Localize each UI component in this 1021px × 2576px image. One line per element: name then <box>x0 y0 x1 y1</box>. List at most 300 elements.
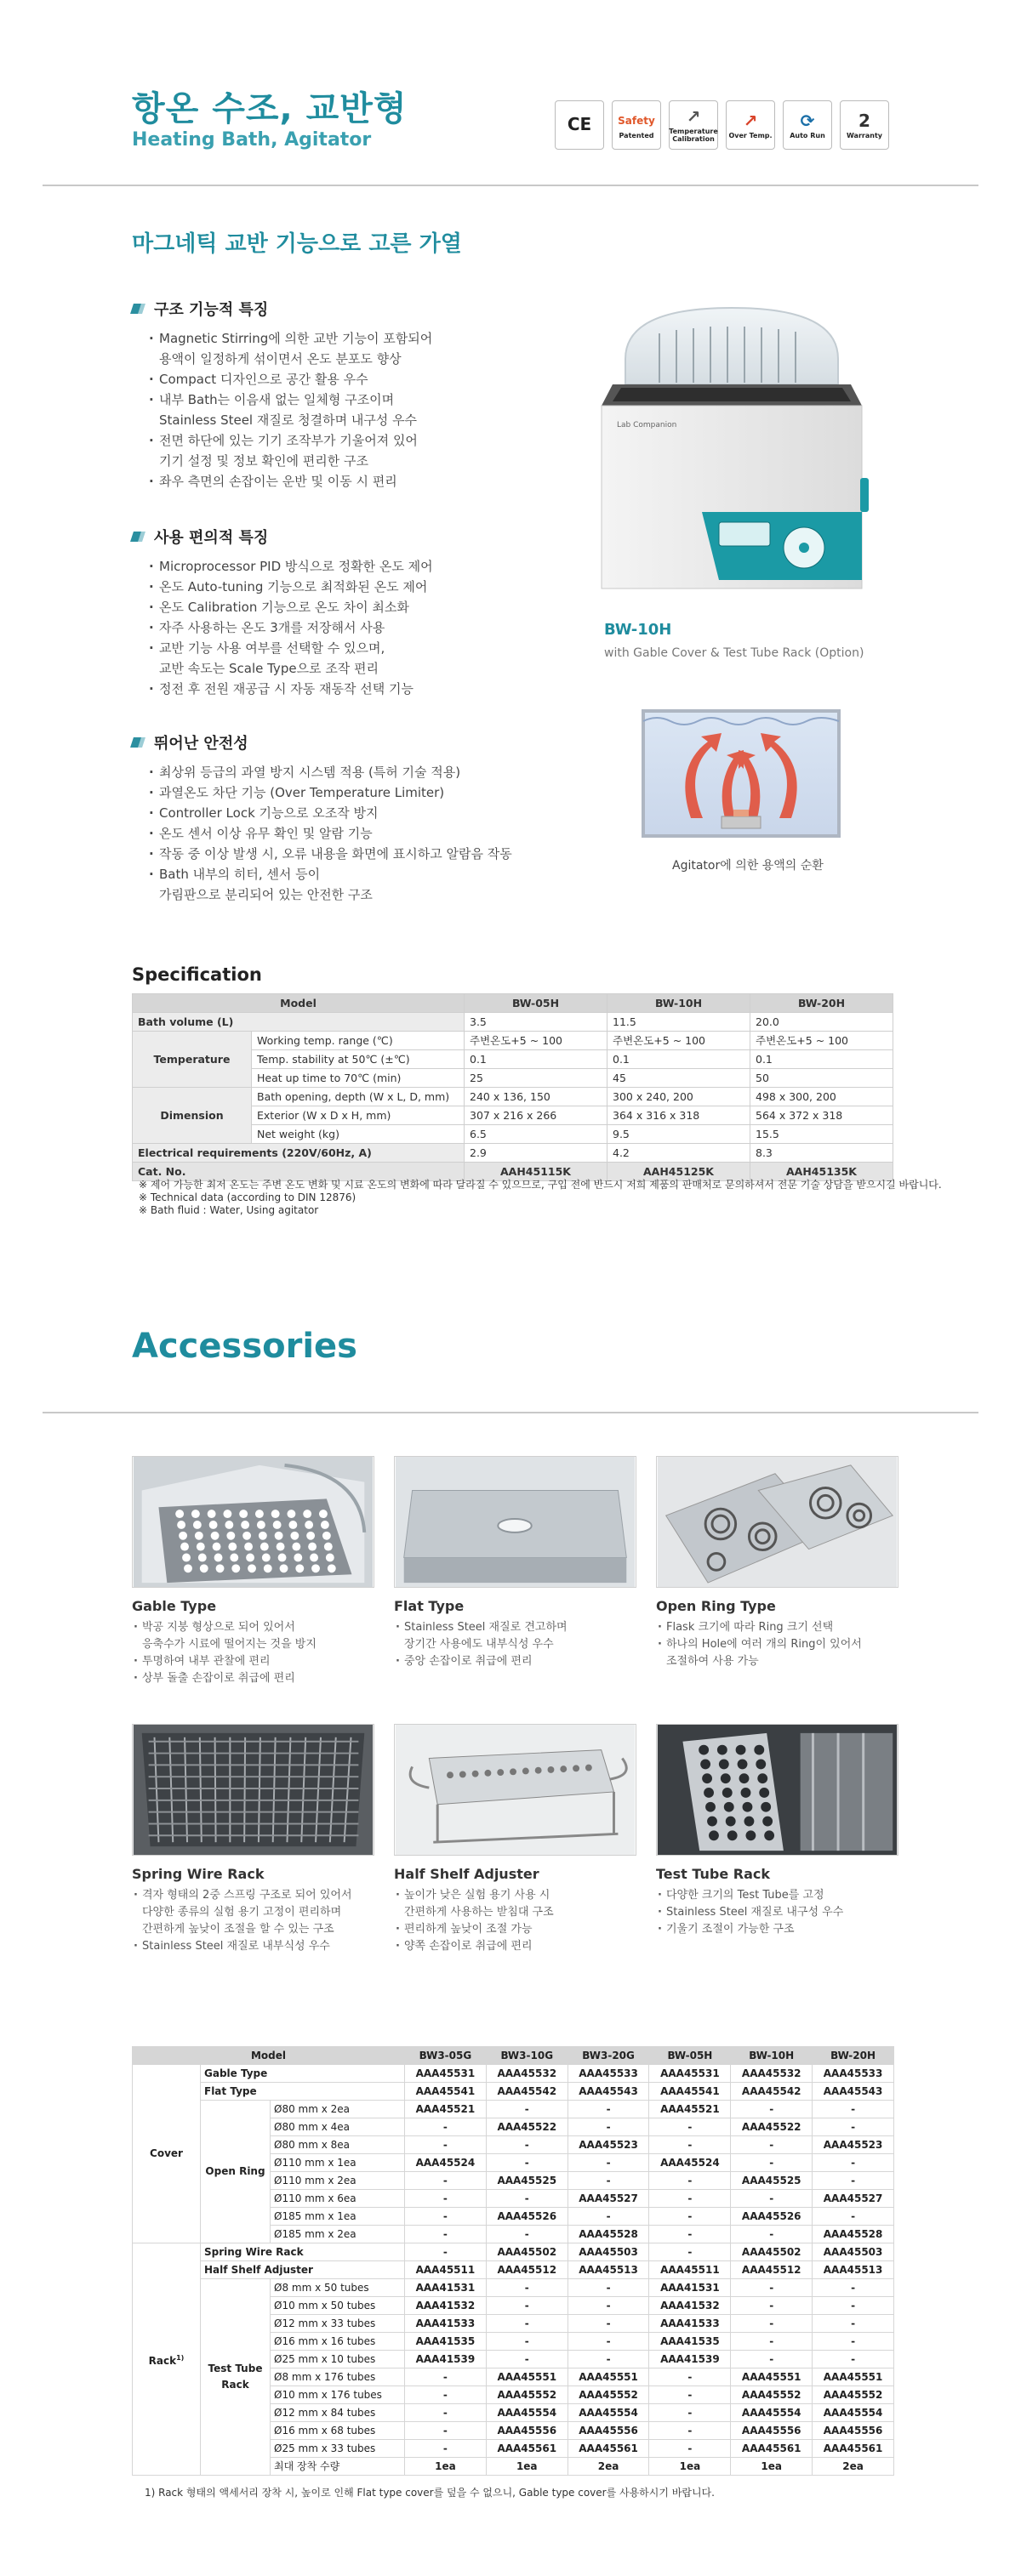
catalog-value: - <box>405 2243 487 2261</box>
catalog-item-name: Ø25 mm x 33 tubes <box>271 2440 405 2458</box>
feature-line: · 작동 중 이상 발생 시, 오류 내용을 화면에 표시하고 알람음 작동 <box>159 846 512 862</box>
catalog-header-row <box>133 2047 894 2065</box>
accessory-desc-line: · 기울기 조절이 가능한 구조 <box>666 1923 795 1936</box>
catalog-value: AAA45554 <box>731 2404 813 2422</box>
catalog-item-name: Ø80 mm x 2ea <box>271 2101 405 2118</box>
feature-line: 교반 속도는 Scale Type으로 조작 편리 <box>159 661 379 676</box>
badge-label: Temperature Calibration <box>669 128 718 143</box>
spec-value: 50 <box>750 1069 893 1088</box>
spec-value: 9.5 <box>607 1125 750 1144</box>
accessory-card <box>132 1456 374 1687</box>
spec-value: 0.1 <box>607 1050 750 1069</box>
catalog-value: AAA45561 <box>813 2440 894 2458</box>
spec-label: Electrical requirements (220V/60Hz, A) <box>133 1144 465 1163</box>
spec-label: Bath volume (L) <box>133 1013 465 1032</box>
catalog-value: AAA45543 <box>813 2083 894 2101</box>
catalog-value: - <box>486 2136 568 2154</box>
catalog-value: AAA45556 <box>486 2422 568 2440</box>
catalog-value: AAA45531 <box>405 2065 487 2083</box>
safety-patented-badge <box>612 100 661 150</box>
feature-line: · 최상위 등급의 과열 방지 시스템 적용 (특허 기술 적용) <box>159 765 461 780</box>
feature-section <box>132 298 432 492</box>
catalog-value: AAA45525 <box>731 2172 813 2190</box>
catalog-value: - <box>405 2440 487 2458</box>
badge-label: Over Temp. <box>728 131 773 139</box>
catalog-value: AAA41532 <box>649 2297 731 2315</box>
accessory-card <box>394 1456 636 1670</box>
catalog-value: AAA45503 <box>568 2243 649 2261</box>
catalog-item-name: Ø110 mm x 6ea <box>271 2190 405 2208</box>
feature-item <box>147 471 432 492</box>
catalog-item-name: Ø110 mm x 1ea <box>271 2154 405 2172</box>
section-marker-icon <box>132 301 147 316</box>
catalog-value: 1ea <box>405 2458 487 2476</box>
catalog-value: - <box>486 2297 568 2315</box>
accessory-desc-line: 간편하게 사용하는 받침대 구조 <box>404 1906 554 1919</box>
catalog-value: AAA45532 <box>486 2065 568 2083</box>
over-temp-badge <box>726 100 775 150</box>
catalog-value: - <box>486 2333 568 2351</box>
catalog-value: AAA45521 <box>649 2101 731 2118</box>
feature-line: 기기 설정 및 정보 확인에 편리한 구조 <box>159 453 368 469</box>
page-title: 항온 수조, 교반형 <box>132 89 408 128</box>
catalog-group-rack <box>133 2243 201 2476</box>
catalog-item-name: Ø80 mm x 4ea <box>271 2118 405 2136</box>
temperature-calibration-icon: ↗ <box>686 106 701 127</box>
catalog-value: - <box>649 2404 731 2422</box>
catalog-subgroup-open-ring: Open Ring <box>201 2101 271 2243</box>
intro-heading: 마그네틱 교반 기능으로 고른 가열 <box>132 231 462 257</box>
accessory-desc-item <box>656 1904 898 1921</box>
feature-item <box>147 864 512 905</box>
spec-table <box>132 993 893 1181</box>
catalog-item-name: Ø110 mm x 2ea <box>271 2172 405 2190</box>
accessory-desc-item <box>132 1653 374 1670</box>
catalog-value: - <box>568 2315 649 2333</box>
accessory-desc-line: · 박공 지붕 형상으로 되어 있어서 <box>142 1621 295 1634</box>
spec-sublabel: Bath opening, depth (W x L, D, mm) <box>252 1088 465 1106</box>
feature-list <box>147 556 433 699</box>
catalog-item-name: Half Shelf Adjuster <box>201 2261 405 2279</box>
catalog-head-cell: BW3-05G <box>405 2047 487 2065</box>
catalog-value: - <box>486 2101 568 2118</box>
accessory-desc-line: · 편리하게 높낮이 조절 가능 <box>404 1923 533 1936</box>
catalog-value: - <box>813 2333 894 2351</box>
accessory-desc-line: · 중앙 손잡이로 취급에 편리 <box>404 1655 533 1668</box>
catalog-value: - <box>649 2226 731 2243</box>
catalog-row <box>133 2065 894 2083</box>
section-marker-icon <box>132 529 147 544</box>
catalog-value: AAA45551 <box>813 2368 894 2386</box>
catalog-item-name: 최대 장착 수량 <box>271 2458 405 2476</box>
feature-heading <box>132 731 512 753</box>
spec-sublabel: Exterior (W x D x H, mm) <box>252 1106 465 1125</box>
product-photo <box>591 299 872 606</box>
catalog-item-name: Ø185 mm x 1ea <box>271 2208 405 2226</box>
feature-title: 사용 편의적 특징 <box>154 529 269 547</box>
catalog-value: AAA41539 <box>649 2351 731 2368</box>
spec-value: 498 x 300, 200 <box>750 1088 893 1106</box>
accessory-card <box>656 1724 898 1938</box>
catalog-value: AAA45524 <box>649 2154 731 2172</box>
spec-value: AAH45135K <box>750 1163 893 1181</box>
catalog-value: AAA45522 <box>486 2118 568 2136</box>
feature-line: · 교반 기능 사용 여부를 선택할 수 있으며, <box>159 640 385 656</box>
spring-wire-rack-icon <box>132 1724 374 1856</box>
accessory-name: Test Tube Rack <box>656 1866 771 1882</box>
accessories-divider <box>43 1412 978 1413</box>
accessory-desc-item <box>132 1887 374 1938</box>
catalog-value: AAA45551 <box>568 2368 649 2386</box>
product-note: with Gable Cover & Test Tube Rack (Option) <box>604 646 864 660</box>
catalog-value: AAA41539 <box>405 2351 487 2368</box>
spec-row <box>133 1144 893 1163</box>
catalog-head-cell: BW-05H <box>649 2047 731 2065</box>
feature-line: · Bath 내부의 히터, 센서 등이 <box>159 867 321 882</box>
catalog-value: AAA45532 <box>731 2065 813 2083</box>
feature-line: · 온도 Calibration 기능으로 온도 차이 최소화 <box>159 600 409 615</box>
accessory-desc-list <box>656 1887 898 1938</box>
catalog-value: AAA41533 <box>649 2315 731 2333</box>
spec-group: Dimension <box>133 1088 252 1144</box>
feature-item <box>147 577 433 597</box>
rack-footnote-mark: 1) <box>176 2353 185 2362</box>
catalog-value: - <box>731 2315 813 2333</box>
catalog-value: AAA41532 <box>405 2297 487 2315</box>
feature-line: Stainless Steel 재질로 청결하며 내구성 우수 <box>159 412 418 428</box>
catalog-value: - <box>731 2226 813 2243</box>
feature-line: 가림판으로 분리되어 있는 안전한 구조 <box>159 887 373 902</box>
catalog-value: - <box>568 2333 649 2351</box>
accessory-name: Spring Wire Rack <box>132 1866 265 1882</box>
spec-value: 2.9 <box>465 1144 607 1163</box>
catalog-value: AAA45552 <box>731 2386 813 2404</box>
certification-badges <box>555 100 889 150</box>
spec-head-cell: BW-10H <box>607 994 750 1013</box>
spec-value: 564 x 372 x 318 <box>750 1106 893 1125</box>
catalog-value: - <box>731 2351 813 2368</box>
spec-sublabel: Heat up time to 70℃ (min) <box>252 1069 465 1088</box>
feature-list <box>147 762 512 905</box>
feature-line: · 온도 Auto-tuning 기능으로 최적화된 온도 제어 <box>159 579 428 594</box>
catalog-value: - <box>813 2315 894 2333</box>
catalog-item-name: Flat Type <box>201 2083 405 2101</box>
spec-value: 주변온도+5 ~ 100 <box>607 1032 750 1050</box>
catalog-value: - <box>486 2154 568 2172</box>
feature-item <box>147 556 433 577</box>
feature-item <box>147 638 433 679</box>
accessory-card <box>132 1724 374 1955</box>
accessory-desc-item <box>394 1887 636 1921</box>
catalog-item-name: Ø8 mm x 50 tubes <box>271 2279 405 2297</box>
accessory-desc-line: 조절하여 사용 가능 <box>666 1655 759 1668</box>
feature-line: · Compact 디자인으로 공간 활용 우수 <box>159 372 368 387</box>
catalog-value: - <box>813 2279 894 2297</box>
spec-title: Specification <box>132 964 262 985</box>
catalog-value: - <box>813 2172 894 2190</box>
warranty-icon: 2 <box>858 110 870 131</box>
spec-row <box>133 1088 893 1106</box>
spec-value: 4.2 <box>607 1144 750 1163</box>
accessory-desc-list <box>394 1887 636 1955</box>
feature-line: · 전면 하단에 있는 기기 조작부가 기울어져 있어 <box>159 433 418 448</box>
catalog-value: AAA45561 <box>731 2440 813 2458</box>
feature-list <box>147 328 432 492</box>
catalog-value: AAA45512 <box>486 2261 568 2279</box>
accessory-desc-line: · 높이가 낮은 실험 용기 사용 시 <box>404 1889 550 1902</box>
accessories-title: Accessories <box>132 1327 357 1366</box>
spec-value: 주변온도+5 ~ 100 <box>750 1032 893 1050</box>
catalog-value: AAA45552 <box>568 2386 649 2404</box>
accessory-desc-line: · Stainless Steel 재질로 내구성 우수 <box>666 1906 844 1919</box>
catalog-item-name: Ø80 mm x 8ea <box>271 2136 405 2154</box>
accessory-name: Gable Type <box>132 1598 217 1614</box>
catalog-value: AAA45561 <box>486 2440 568 2458</box>
accessory-name: Open Ring Type <box>656 1598 776 1614</box>
catalog-item-name: Ø16 mm x 68 tubes <box>271 2422 405 2440</box>
catalog-value: - <box>813 2297 894 2315</box>
feature-section <box>132 526 433 699</box>
spec-head-cell: BW-05H <box>465 994 607 1013</box>
flat-cover-icon <box>394 1456 636 1588</box>
catalog-value: AAA45512 <box>731 2261 813 2279</box>
spec-row <box>133 1032 893 1050</box>
accessory-desc-item <box>394 1921 636 1938</box>
catalog-value: - <box>731 2297 813 2315</box>
feature-line: · 내부 Bath는 이음새 없는 일체형 구조이며 <box>159 392 395 407</box>
brand-label: Lab Companion <box>617 421 677 429</box>
catalog-value: AAA45511 <box>405 2261 487 2279</box>
catalog-value: AAA45503 <box>813 2243 894 2261</box>
catalog-value: - <box>568 2351 649 2368</box>
agitator-circulation-diagram <box>640 708 842 839</box>
catalog-value: - <box>649 2190 731 2208</box>
catalog-value: AAA45542 <box>731 2083 813 2101</box>
catalog-value: AAA41535 <box>649 2333 731 2351</box>
accessory-desc-item <box>394 1619 636 1653</box>
spec-value: 0.1 <box>465 1050 607 1069</box>
badge-label: Auto Run <box>790 131 825 139</box>
catalog-head-cell: BW3-20G <box>568 2047 649 2065</box>
catalog-value: - <box>568 2279 649 2297</box>
catalog-item-name: Ø12 mm x 33 tubes <box>271 2315 405 2333</box>
catalog-value: AAA45554 <box>568 2404 649 2422</box>
accessory-desc-item <box>656 1636 898 1670</box>
catalog-value: AAA45527 <box>813 2190 894 2208</box>
catalog-value: - <box>486 2351 568 2368</box>
badge-label: Warranty <box>847 131 882 139</box>
catalog-value: - <box>649 2368 731 2386</box>
feature-item <box>147 369 432 390</box>
catalog-value: - <box>405 2208 487 2226</box>
feature-title: 뛰어난 안전성 <box>154 735 248 753</box>
feature-line: · 자주 사용하는 온도 3개를 저장해서 사용 <box>159 620 385 635</box>
catalog-value: AAA45525 <box>486 2172 568 2190</box>
accessory-desc-line: · Flask 크기에 따라 Ring 크기 선택 <box>666 1621 834 1634</box>
catalog-value: AAA41531 <box>649 2279 731 2297</box>
feature-line: · 정전 후 전원 재공급 시 자동 재동작 선택 기능 <box>159 681 414 697</box>
catalog-value: - <box>649 2422 731 2440</box>
spec-notes <box>139 1179 942 1217</box>
catalog-value: - <box>813 2154 894 2172</box>
catalog-value: 2ea <box>813 2458 894 2476</box>
section-marker-icon <box>132 735 147 750</box>
catalog-value: - <box>405 2368 487 2386</box>
catalog-value: AAA45541 <box>649 2083 731 2101</box>
catalog-value: AAA45556 <box>568 2422 649 2440</box>
catalog-value: - <box>813 2351 894 2368</box>
feature-line: · Microprocessor PID 방식으로 정확한 온도 제어 <box>159 559 433 574</box>
catalog-value: AAA45523 <box>813 2136 894 2154</box>
catalog-value: AAA45533 <box>568 2065 649 2083</box>
catalog-value: - <box>405 2404 487 2422</box>
accessory-card <box>656 1456 898 1670</box>
accessory-desc-list <box>656 1619 898 1670</box>
feature-line: · 과열온도 차단 기능 (Over Temperature Limiter) <box>159 785 445 800</box>
header-divider <box>43 185 978 186</box>
catalog-value: 1ea <box>486 2458 568 2476</box>
catalog-head-cell: Model <box>133 2047 405 2065</box>
accessory-desc-list <box>394 1619 636 1670</box>
catalog-value: AAA45561 <box>568 2440 649 2458</box>
catalog-value: AAA45554 <box>813 2404 894 2422</box>
catalog-value: AAA45556 <box>813 2422 894 2440</box>
safety-patented-icon: Safety <box>618 114 655 127</box>
ce-mark-badge <box>555 100 604 150</box>
catalog-value: - <box>486 2279 568 2297</box>
catalog-value: AAA45552 <box>813 2386 894 2404</box>
catalog-footnote: 1) Rack 형태의 액세서리 장착 시, 높이로 인해 Flat type cover를 덮을 수 없으니, Gable type cover를 사용하시기 바랍니다. <box>145 2487 715 2499</box>
feature-line: · 좌우 측면의 손잡이는 운반 및 이동 시 편리 <box>159 474 397 489</box>
auto-run-icon: ⟳ <box>800 110 815 131</box>
catalog-value: 2ea <box>568 2458 649 2476</box>
catalog-value: - <box>731 2154 813 2172</box>
accessory-desc-line: · 하나의 Hole에 여러 개의 Ring이 있어서 <box>666 1638 862 1651</box>
gable-cover-icon <box>132 1456 374 1588</box>
catalog-value: - <box>649 2136 731 2154</box>
catalog-value: AAA45502 <box>731 2243 813 2261</box>
catalog-item-name: Ø10 mm x 176 tubes <box>271 2386 405 2404</box>
catalog-item-name: Ø10 mm x 50 tubes <box>271 2297 405 2315</box>
spec-value: AAH45115K <box>465 1163 607 1181</box>
spec-head-cell: BW-20H <box>750 994 893 1013</box>
feature-heading <box>132 526 433 548</box>
spec-note: ※ 제어 가능한 최저 온도는 주변 온도 변화 및 시료 온도의 변화에 따라 달라질 수 있으므로, 구입 전에 반드시 저희 제품의 판매처로 문의하셔서 전문 기술 상담을 받으시길 바랍니다. <box>139 1179 942 1191</box>
spec-group: Temperature <box>133 1032 252 1088</box>
catalog-value: AAA45542 <box>486 2083 568 2101</box>
accessory-desc-line: 다양한 종류의 실험 용기 고정이 편리하며 <box>142 1906 342 1919</box>
accessory-desc-line: · 양쪽 손잡이로 취급에 편리 <box>404 1940 533 1953</box>
spec-value: 3.5 <box>465 1013 607 1032</box>
spec-value: 20.0 <box>750 1013 893 1032</box>
catalog-value: - <box>568 2154 649 2172</box>
catalog-value: - <box>649 2172 731 2190</box>
accessory-desc-line: 장기간 사용에도 내부식성 우수 <box>404 1638 554 1651</box>
catalog-value: AAA45511 <box>649 2261 731 2279</box>
catalog-value: - <box>568 2118 649 2136</box>
catalog-value: - <box>405 2422 487 2440</box>
catalog-value: - <box>813 2208 894 2226</box>
catalog-row <box>133 2261 894 2279</box>
catalog-value: 1ea <box>731 2458 813 2476</box>
catalog-value: - <box>731 2101 813 2118</box>
feature-title: 구조 기능적 특징 <box>154 301 269 319</box>
catalog-value: - <box>649 2208 731 2226</box>
auto-run-badge <box>783 100 832 150</box>
spec-sublabel: Working temp. range (℃) <box>252 1032 465 1050</box>
catalog-item-name: Ø12 mm x 84 tubes <box>271 2404 405 2422</box>
feature-item <box>147 803 512 823</box>
feature-item <box>147 328 432 369</box>
catalog-value: - <box>405 2386 487 2404</box>
catalog-value: - <box>813 2118 894 2136</box>
catalog-item-name: Ø8 mm x 176 tubes <box>271 2368 405 2386</box>
catalog-item-name: Ø25 mm x 10 tubes <box>271 2351 405 2368</box>
catalog-value: AAA45551 <box>731 2368 813 2386</box>
spec-value: 307 x 216 x 266 <box>465 1106 607 1125</box>
catalog-value: AAA45527 <box>568 2190 649 2208</box>
catalog-value: - <box>568 2297 649 2315</box>
catalog-value: - <box>405 2226 487 2243</box>
feature-item <box>147 844 512 864</box>
catalog-value: AAA45513 <box>568 2261 649 2279</box>
accessory-desc-item <box>656 1887 898 1904</box>
accessory-desc-item <box>132 1938 374 1955</box>
feature-item <box>147 430 432 471</box>
catalog-value: AAA41531 <box>405 2279 487 2297</box>
feature-line: · Controller Lock 기능으로 오조작 방지 <box>159 805 379 821</box>
feature-item <box>147 823 512 844</box>
spec-value: 11.5 <box>607 1013 750 1032</box>
catalog-value: AAA45528 <box>813 2226 894 2243</box>
catalog-group-cover: Cover <box>133 2065 201 2243</box>
catalog-value: AAA45533 <box>813 2065 894 2083</box>
spec-value: 45 <box>607 1069 750 1088</box>
spec-value: 240 x 136, 150 <box>465 1088 607 1106</box>
accessory-desc-item <box>132 1670 374 1687</box>
catalog-value: - <box>649 2386 731 2404</box>
catalog-item-name: Spring Wire Rack <box>201 2243 405 2261</box>
catalog-value: - <box>731 2190 813 2208</box>
catalog-value: - <box>568 2208 649 2226</box>
catalog-row <box>133 2083 894 2101</box>
catalog-value: - <box>731 2333 813 2351</box>
accessory-desc-line: · Stainless Steel 재질로 견고하며 <box>404 1621 568 1634</box>
accessory-desc-line: · 격자 형태의 2중 스프링 구조로 되어 있어서 <box>142 1889 352 1902</box>
spec-value: 25 <box>465 1069 607 1088</box>
temperature-calibration-badge <box>669 100 718 150</box>
spec-value: 15.5 <box>750 1125 893 1144</box>
catalog-value: 1ea <box>649 2458 731 2476</box>
catalog-value: - <box>486 2315 568 2333</box>
feature-item <box>147 762 512 782</box>
accessory-name: Half Shelf Adjuster <box>394 1866 539 1882</box>
catalog-value: AAA45522 <box>731 2118 813 2136</box>
catalog-head-cell: BW3-10G <box>486 2047 568 2065</box>
accessory-desc-item <box>656 1921 898 1938</box>
catalog-value: AAA45554 <box>486 2404 568 2422</box>
catalog-item-name: Ø185 mm x 2ea <box>271 2226 405 2243</box>
catalog-value: AAA45526 <box>486 2208 568 2226</box>
catalog-value: AAA45528 <box>568 2226 649 2243</box>
catalog-value: AAA45526 <box>731 2208 813 2226</box>
catalog-value: - <box>649 2118 731 2136</box>
accessories-grid <box>132 1456 898 1983</box>
catalog-value: AAA45513 <box>813 2261 894 2279</box>
catalog-item-name: Gable Type <box>201 2065 405 2083</box>
catalog-value: AAA45523 <box>568 2136 649 2154</box>
catalog-value: AAA45552 <box>486 2386 568 2404</box>
